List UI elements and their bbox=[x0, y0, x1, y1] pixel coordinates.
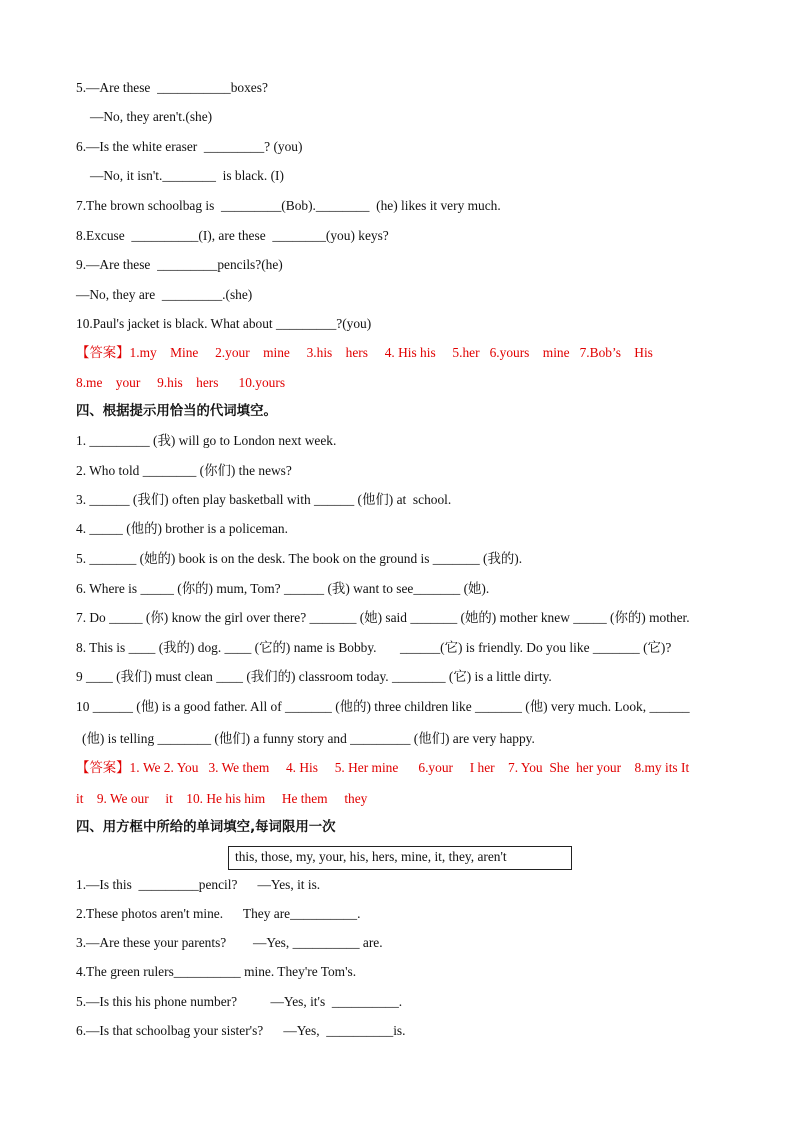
q8-excuse: 8.Excuse __________(I), are these ________(you) keys? bbox=[76, 228, 389, 243]
wordbox-q2: 2.These photos aren't mine. They are__________. bbox=[76, 906, 361, 921]
q9-reply: —No, they are _________.(she) bbox=[76, 287, 253, 302]
word-box-text: this, those, my, your, his, hers, mine, it, they, aren't bbox=[235, 849, 507, 864]
wordbox-q1: 1.—Is this _________pencil? —Yes, it is. bbox=[76, 877, 321, 892]
q5-are-these-boxes: 5.—Are these ___________boxes? bbox=[76, 80, 268, 95]
section-4-heading-pronouns: 四、根据提示用恰当的代词填空。 bbox=[76, 404, 277, 419]
q6-reply: —No, it isn't.________ is black. (I) bbox=[90, 168, 284, 183]
answer-key-section-3-line-1: 【答案】1.my Mine 2.your mine 3.his hers 4. His his 5.her 6.yours mine 7.Bob’s His bbox=[76, 345, 653, 360]
pronoun-q4: 4. _____ (他的) brother is a policeman. bbox=[76, 521, 288, 536]
pronoun-q7: 7. Do _____ (你) know the girl over there? _______ (她) said _______ (她的) mother knew _____ (你的) mother. bbox=[76, 610, 690, 625]
q6-white-eraser: 6.—Is the white eraser _________? (you) bbox=[76, 139, 303, 154]
answer-key-section-4-line-1: 【答案】1. We 2. You 3. We them 4. His 5. Her mine 6.your I her 7. You She her your 8.my its It bbox=[76, 760, 690, 775]
wordbox-q6: 6.—Is that schoolbag your sister's? —Yes, __________is. bbox=[76, 1023, 406, 1038]
word-box bbox=[228, 846, 572, 870]
pronoun-q9: 9 ____ (我们) must clean ____ (我们的) classroom today. ________ (它) is a little dirty. bbox=[76, 669, 552, 684]
q9-are-these-pencils: 9.—Are these _________pencils?(he) bbox=[76, 257, 283, 272]
pronoun-q3: 3. ______ (我们) often play basketball with ______ (他们) at school. bbox=[76, 492, 452, 507]
section-4-heading-word-box: 四、用方框中所给的单词填空,每词限用一次 bbox=[76, 820, 336, 835]
q7-brown-schoolbag: 7.The brown schoolbag is _________(Bob).________ (he) likes it very much. bbox=[76, 198, 501, 213]
wordbox-q5: 5.—Is this his phone number? —Yes, it's __________. bbox=[76, 994, 403, 1009]
pronoun-q10-line-2: (他) is telling ________ (他们) a funny story and _________ (他们) are very happy. bbox=[82, 731, 535, 746]
pronoun-q8: 8. This is ____ (我的) dog. ____ (它的) name is Bobby. ______(它) is friendly. Do you like _______ (它)? bbox=[76, 640, 672, 655]
pronoun-q5: 5. _______ (她的) book is on the desk. The book on the ground is _______ (我的). bbox=[76, 551, 523, 566]
answer-key-section-3-line-2: 8.me your 9.his hers 10.yours bbox=[76, 375, 286, 390]
q10-pauls-jacket: 10.Paul's jacket is black. What about _________?(you) bbox=[76, 316, 372, 331]
pronoun-q1: 1. _________ (我) will go to London next week. bbox=[76, 433, 337, 448]
answer-key-section-4-line-2: it 9. We our it 10. He his him He them they bbox=[76, 791, 368, 806]
wordbox-q4: 4.The green rulers__________ mine. They're Tom's. bbox=[76, 964, 357, 979]
pronoun-q6: 6. Where is _____ (你的) mum, Tom? ______ (我) want to see_______ (她). bbox=[76, 581, 490, 596]
q5-reply: —No, they aren't.(she) bbox=[90, 109, 213, 124]
pronoun-q2: 2. Who told ________ (你们) the news? bbox=[76, 463, 292, 478]
wordbox-q3: 3.—Are these your parents? —Yes, __________ are. bbox=[76, 935, 383, 950]
pronoun-q10-line-1: 10 ______ (他) is a good father. All of _______ (他的) three children like _______ (他) very much. Look, ______ bbox=[76, 699, 690, 714]
